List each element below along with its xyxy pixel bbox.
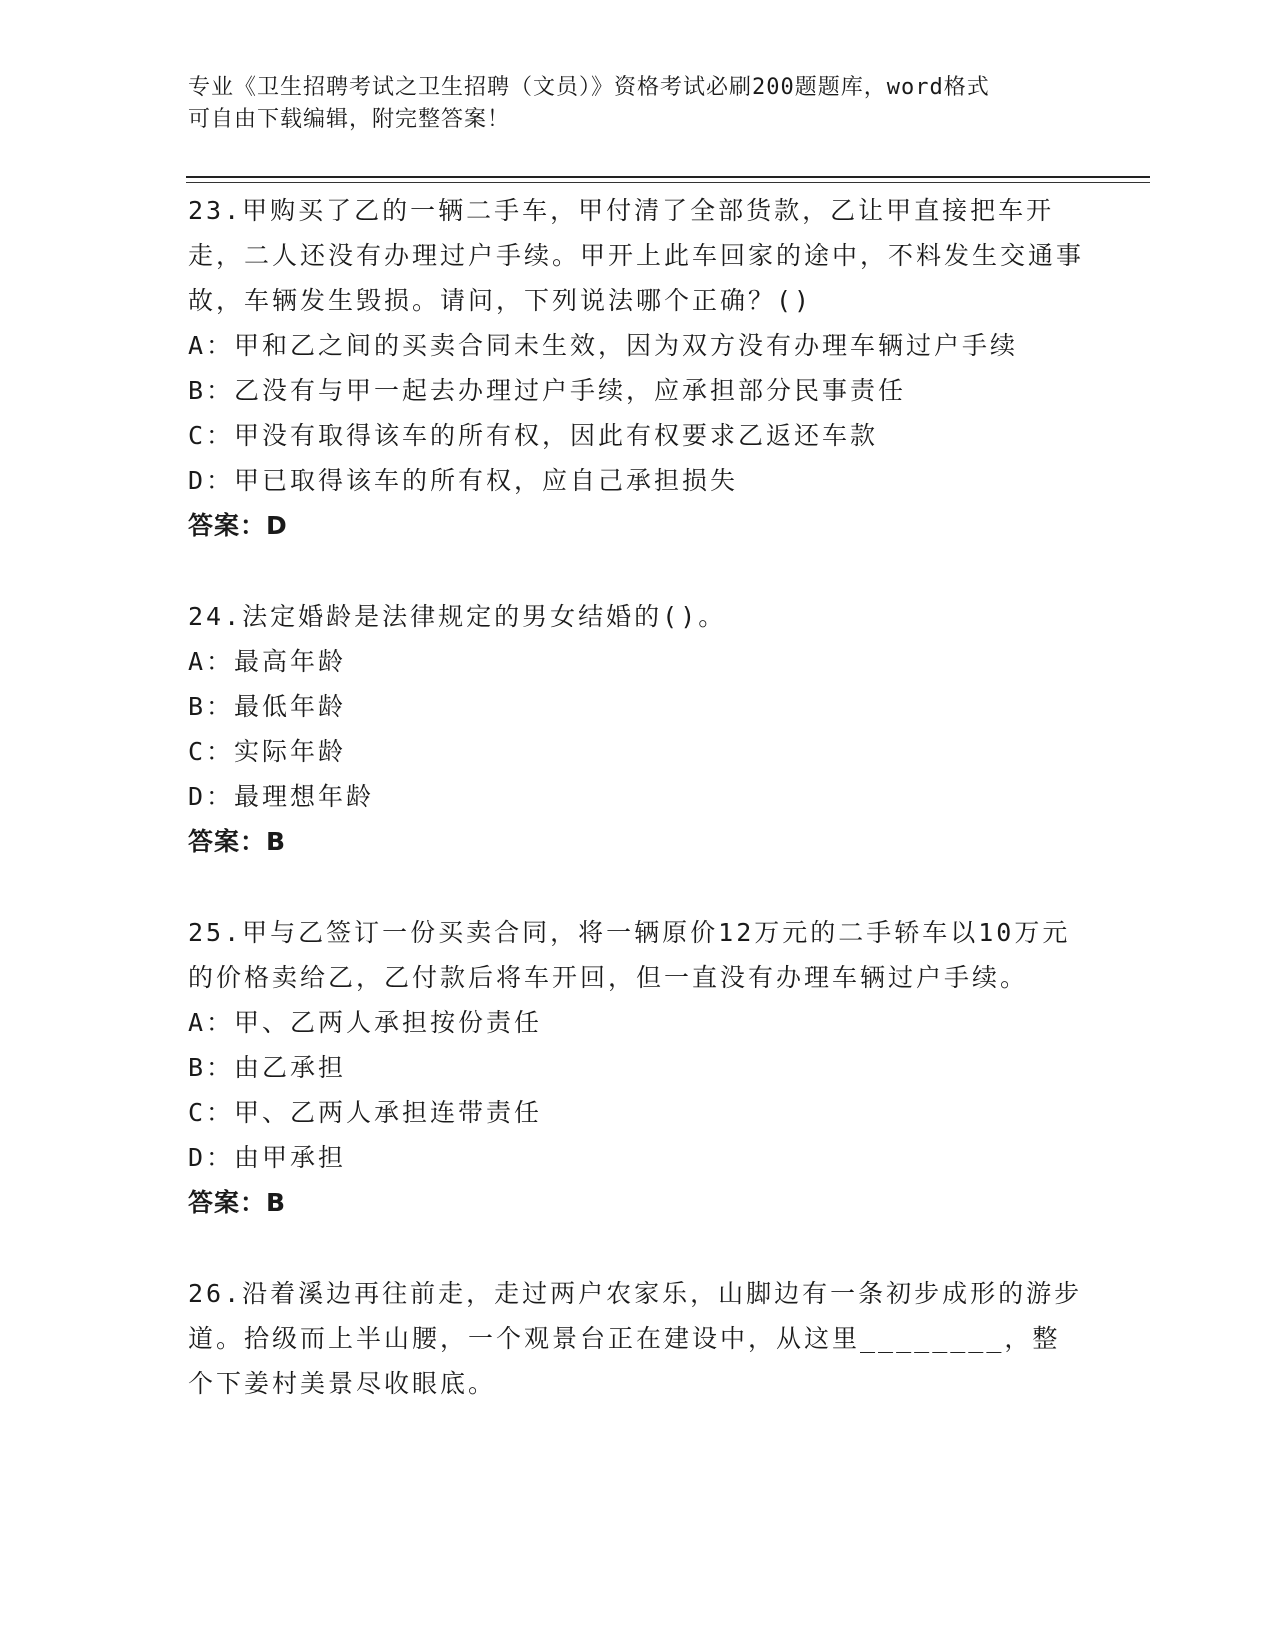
option-a: A：最高年龄 bbox=[188, 647, 347, 676]
question-24 bbox=[188, 594, 1088, 864]
question-spacer bbox=[188, 548, 1088, 594]
header-line-1: 专业《卫生招聘考试之卫生招聘（文员）》资格考试必刷200题题库，word格式 bbox=[188, 75, 990, 100]
question-number: 23. bbox=[188, 196, 243, 225]
option-d: D：甲已取得该车的所有权，应自己承担损失 bbox=[188, 466, 739, 495]
option-c: C：甲没有取得该车的所有权，因此有权要求乙返还车款 bbox=[188, 421, 879, 450]
option-d: D：由甲承担 bbox=[188, 1143, 347, 1172]
answer-label: 答案：B bbox=[188, 827, 287, 856]
document-header bbox=[188, 72, 1088, 136]
question-23 bbox=[188, 188, 1088, 548]
question-spacer bbox=[188, 1225, 1088, 1271]
option-c: C：实际年龄 bbox=[188, 737, 347, 766]
header-divider-thick bbox=[186, 176, 1150, 178]
header-divider-thin bbox=[186, 182, 1150, 183]
answer-label: 答案：D bbox=[188, 511, 288, 540]
question-list bbox=[188, 188, 1088, 1406]
question-text: 25.甲与乙签订一份买卖合同，将一辆原价12万元的二手轿车以10万元的价格卖给乙，乙付款后将车开回，但一直没有办理车辆过户手续。 bbox=[188, 918, 1071, 992]
question-number: 25. bbox=[188, 918, 243, 947]
option-a: A：甲、乙两人承担按份责任 bbox=[188, 1008, 543, 1037]
option-b: B：由乙承担 bbox=[188, 1053, 347, 1082]
option-c: C：甲、乙两人承担连带责任 bbox=[188, 1098, 543, 1127]
question-25 bbox=[188, 910, 1088, 1225]
question-text: 26.沿着溪边再往前走，走过两户农家乐，山脚边有一条初步成形的游步道。拾级而上半山腰，一个观景台正在建设中，从这里________，整个下姜村美景尽收眼底。 bbox=[188, 1279, 1083, 1398]
option-b: B：最低年龄 bbox=[188, 692, 347, 721]
question-text: 24.法定婚龄是法律规定的男女结婚的()。 bbox=[188, 602, 727, 631]
option-b: B：乙没有与甲一起去办理过户手续，应承担部分民事责任 bbox=[188, 376, 907, 405]
answer-label: 答案：B bbox=[188, 1188, 287, 1217]
option-a: A：甲和乙之间的买卖合同未生效，因为双方没有办理车辆过户手续 bbox=[188, 331, 1019, 360]
question-number: 26. bbox=[188, 1279, 243, 1308]
question-number: 24. bbox=[188, 602, 243, 631]
option-d: D：最理想年龄 bbox=[188, 782, 375, 811]
question-26 bbox=[188, 1271, 1088, 1406]
header-line-2: 可自由下载编辑，附完整答案！ bbox=[188, 107, 511, 132]
question-spacer bbox=[188, 864, 1088, 910]
question-text: 23.甲购买了乙的一辆二手车，甲付清了全部货款，乙让甲直接把车开走，二人还没有办理过户手续。甲开上此车回家的途中，不料发生交通事故，车辆发生毁损。请问，下列说法哪个正确？() bbox=[188, 196, 1085, 315]
